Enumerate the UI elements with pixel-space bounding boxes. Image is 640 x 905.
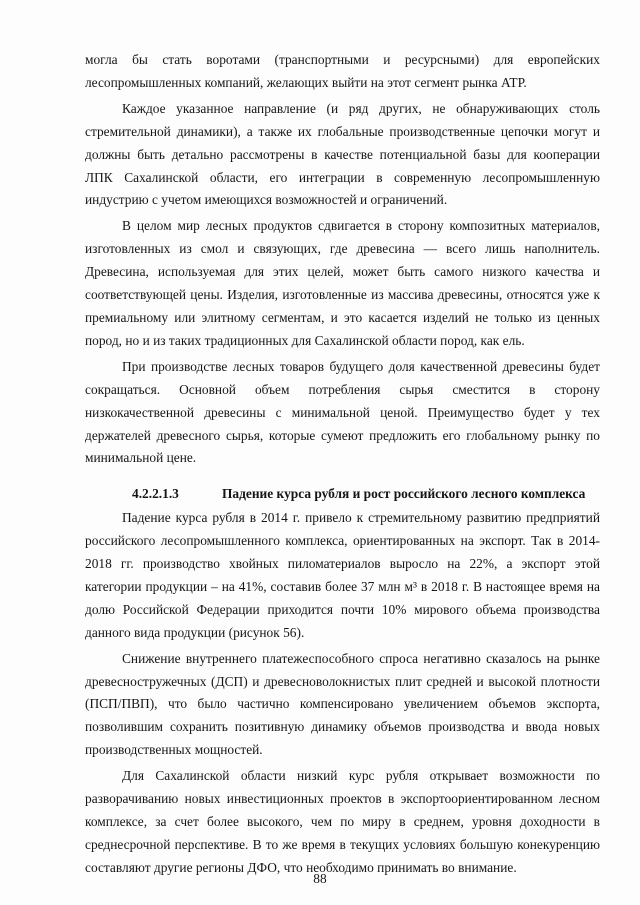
paragraph-4: При производстве лесных товаров будущего доля качественной древесины будет сокращаться. Основной объем потребления сырья сместится в сторону низкокачественной древесины с минимальной ценой. Преимущество будет у тех держателей древесного сырья, которые сумеют предложить его глобальному рынку по минимальной цене. xyxy=(85,358,600,466)
section-heading xyxy=(85,483,600,506)
paragraph-1: могла бы стать воротами (транспортными и ресурсными) для европейских лесопромышленных компаний, желающих выйти на этот сегмент рынка АТР. xyxy=(85,52,600,90)
paragraph-6: Снижение внутреннего платежеспособного спроса негативно сказалось на рынке древесностружечных (ДСП) и древесноволокнистых плит средней и высокой плотности (ПСП/ПВП), что было частично компенсировано увеличением объемов экспорта, позволившим сохранить позитивную динамику объемов производства и ввода новых производственных мощностей. xyxy=(85,650,600,758)
paragraph-3: В целом мир лесных продуктов сдвигается в сторону композитных материалов, изготовленных из смол и связующих, где древесина — всего лишь наполнитель. Древесина, используемая для этих целей, может быть самого низкого качества и соответствующей цены. Изделия, изготовленные из массива древесины, относятся уже к премиальному или элитному сегментам, и это касается изделий не только из ценных пород, но и из таких традиционных для Сахалинской области пород, как ель. xyxy=(85,218,600,348)
page-number: 88 xyxy=(313,871,327,886)
section-title: Падение курса рубля и рост российского лесного комплекса xyxy=(222,486,586,502)
section-number: 4.2.2.1.3 xyxy=(132,486,179,502)
page-body xyxy=(85,49,600,880)
paragraph-5: Падение курса рубля в 2014 г. привело к стремительному развитию предприятий российского лесопромышленного комплекса, ориентированных на экспорт. Так в 2014-2018 гг. производство хвойных пиломатериалов выросло на 22%, а экспорт этой категории продукции – на 41%, составив более 37 млн м³ в 2018 г. В настоящее время на долю Российской Федерации приходится почти 10% мирового объема производства данного вида продукции (рисунок 56). xyxy=(85,510,600,640)
paragraph-2: Каждое указанное направление (и ряд других, не обнаруживающих столь стремительной динамики), а также их глобальные производственные цепочки могут и должны быть детально рассмотрены в качестве потенциальной базы для кооперации ЛПК Сахалинской области, его интеграции в современную лесопромышленную индустрию с учетом имеющихся возможностей и ограничений. xyxy=(85,100,600,208)
paragraph-7: Для Сахалинской области низкий курс рубля открывает возможности по разворачиванию новых инвестиционных проектов в экспортоориентированном лесном комплексе, за счет более высокого, чем по миру в среднем, уровня доходности в среднесрочной перспективе. В то же время в текущих условиях большую конекуренцию составляют другие регионы ДФО, что необходимо принимать во внимание. xyxy=(85,768,600,875)
